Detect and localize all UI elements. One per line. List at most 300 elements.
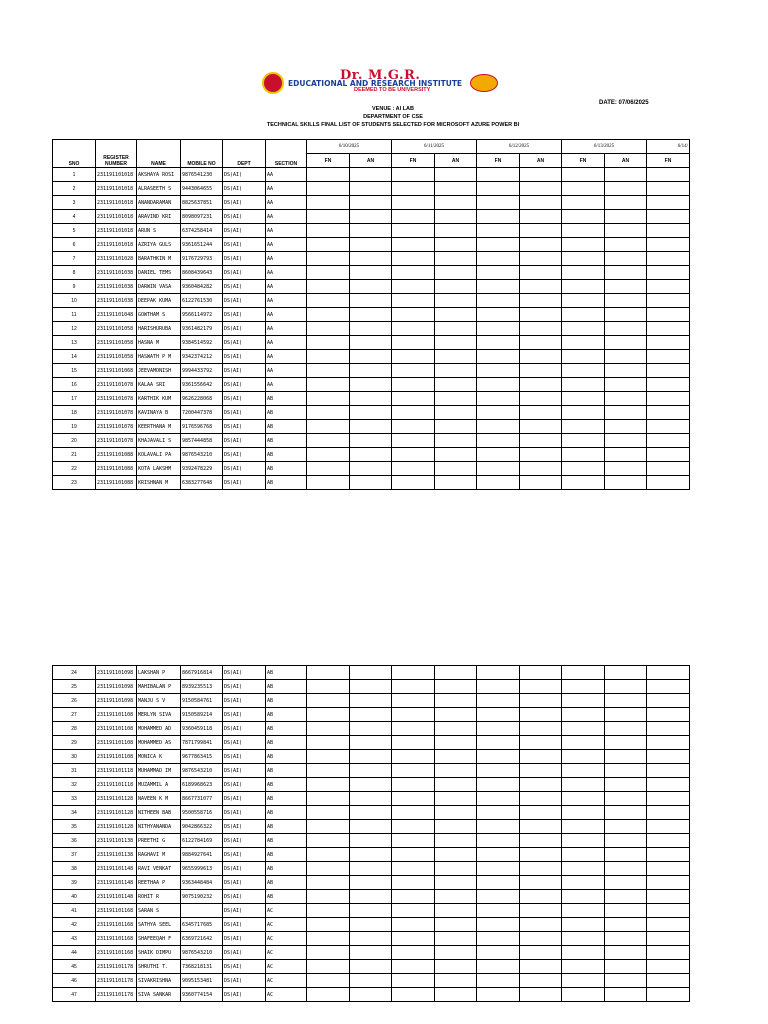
attendance-cell[interactable]	[477, 792, 520, 806]
attendance-cell[interactable]	[435, 946, 477, 960]
attendance-cell[interactable]	[307, 462, 350, 476]
attendance-cell[interactable]	[392, 476, 435, 490]
attendance-cell[interactable]	[520, 238, 562, 252]
attendance-cell[interactable]	[392, 820, 435, 834]
attendance-cell[interactable]	[477, 462, 520, 476]
attendance-cell[interactable]	[350, 904, 392, 918]
attendance-cell[interactable]	[350, 168, 392, 182]
attendance-cell[interactable]	[392, 904, 435, 918]
attendance-cell[interactable]	[477, 680, 520, 694]
attendance-cell[interactable]	[307, 448, 350, 462]
attendance-cell[interactable]	[307, 224, 350, 238]
attendance-cell[interactable]	[562, 820, 605, 834]
attendance-cell[interactable]	[307, 764, 350, 778]
attendance-cell[interactable]	[520, 350, 562, 364]
attendance-cell[interactable]	[562, 806, 605, 820]
attendance-cell[interactable]	[605, 266, 647, 280]
attendance-cell[interactable]	[307, 862, 350, 876]
attendance-cell[interactable]	[520, 918, 562, 932]
attendance-cell[interactable]	[562, 946, 605, 960]
attendance-cell[interactable]	[350, 364, 392, 378]
attendance-cell[interactable]	[605, 890, 647, 904]
attendance-cell[interactable]	[562, 224, 605, 238]
attendance-cell[interactable]	[350, 750, 392, 764]
attendance-cell[interactable]	[435, 252, 477, 266]
attendance-cell[interactable]	[647, 708, 690, 722]
attendance-cell[interactable]	[435, 764, 477, 778]
attendance-cell[interactable]	[435, 932, 477, 946]
attendance-cell[interactable]	[392, 834, 435, 848]
attendance-cell[interactable]	[647, 834, 690, 848]
attendance-cell[interactable]	[350, 834, 392, 848]
attendance-cell[interactable]	[350, 462, 392, 476]
attendance-cell[interactable]	[435, 266, 477, 280]
attendance-cell[interactable]	[435, 820, 477, 834]
attendance-cell[interactable]	[350, 392, 392, 406]
attendance-cell[interactable]	[350, 778, 392, 792]
attendance-cell[interactable]	[562, 988, 605, 1002]
attendance-cell[interactable]	[562, 722, 605, 736]
attendance-cell[interactable]	[520, 224, 562, 238]
attendance-cell[interactable]	[477, 448, 520, 462]
attendance-cell[interactable]	[392, 252, 435, 266]
attendance-cell[interactable]	[562, 792, 605, 806]
attendance-cell[interactable]	[477, 764, 520, 778]
attendance-cell[interactable]	[520, 806, 562, 820]
attendance-cell[interactable]	[435, 392, 477, 406]
attendance-cell[interactable]	[477, 876, 520, 890]
attendance-cell[interactable]	[350, 918, 392, 932]
attendance-cell[interactable]	[647, 336, 690, 350]
attendance-cell[interactable]	[435, 694, 477, 708]
attendance-cell[interactable]	[520, 196, 562, 210]
attendance-cell[interactable]	[647, 168, 690, 182]
attendance-cell[interactable]	[647, 778, 690, 792]
attendance-cell[interactable]	[392, 890, 435, 904]
attendance-cell[interactable]	[307, 932, 350, 946]
attendance-cell[interactable]	[350, 820, 392, 834]
attendance-cell[interactable]	[605, 736, 647, 750]
attendance-cell[interactable]	[350, 350, 392, 364]
attendance-cell[interactable]	[520, 834, 562, 848]
attendance-cell[interactable]	[477, 196, 520, 210]
attendance-cell[interactable]	[562, 890, 605, 904]
attendance-cell[interactable]	[392, 280, 435, 294]
attendance-cell[interactable]	[307, 322, 350, 336]
attendance-cell[interactable]	[520, 988, 562, 1002]
attendance-cell[interactable]	[392, 736, 435, 750]
attendance-cell[interactable]	[477, 722, 520, 736]
attendance-cell[interactable]	[350, 224, 392, 238]
attendance-cell[interactable]	[435, 680, 477, 694]
attendance-cell[interactable]	[562, 694, 605, 708]
attendance-cell[interactable]	[350, 280, 392, 294]
attendance-cell[interactable]	[392, 694, 435, 708]
attendance-cell[interactable]	[307, 666, 350, 680]
attendance-cell[interactable]	[562, 406, 605, 420]
attendance-cell[interactable]	[435, 238, 477, 252]
attendance-cell[interactable]	[392, 848, 435, 862]
attendance-cell[interactable]	[435, 848, 477, 862]
attendance-cell[interactable]	[562, 280, 605, 294]
attendance-cell[interactable]	[350, 322, 392, 336]
attendance-cell[interactable]	[562, 462, 605, 476]
attendance-cell[interactable]	[647, 876, 690, 890]
attendance-cell[interactable]	[520, 750, 562, 764]
attendance-cell[interactable]	[350, 960, 392, 974]
attendance-cell[interactable]	[562, 834, 605, 848]
attendance-cell[interactable]	[477, 350, 520, 364]
attendance-cell[interactable]	[307, 876, 350, 890]
attendance-cell[interactable]	[520, 406, 562, 420]
attendance-cell[interactable]	[647, 904, 690, 918]
attendance-cell[interactable]	[435, 448, 477, 462]
attendance-cell[interactable]	[307, 168, 350, 182]
attendance-cell[interactable]	[520, 890, 562, 904]
attendance-cell[interactable]	[520, 680, 562, 694]
attendance-cell[interactable]	[647, 476, 690, 490]
attendance-cell[interactable]	[647, 974, 690, 988]
attendance-cell[interactable]	[392, 792, 435, 806]
attendance-cell[interactable]	[350, 694, 392, 708]
attendance-cell[interactable]	[392, 722, 435, 736]
attendance-cell[interactable]	[647, 448, 690, 462]
attendance-cell[interactable]	[435, 364, 477, 378]
attendance-cell[interactable]	[435, 336, 477, 350]
attendance-cell[interactable]	[605, 778, 647, 792]
attendance-cell[interactable]	[477, 308, 520, 322]
attendance-cell[interactable]	[307, 708, 350, 722]
attendance-cell[interactable]	[562, 918, 605, 932]
attendance-cell[interactable]	[647, 820, 690, 834]
attendance-cell[interactable]	[350, 252, 392, 266]
attendance-cell[interactable]	[307, 392, 350, 406]
attendance-cell[interactable]	[350, 708, 392, 722]
attendance-cell[interactable]	[605, 378, 647, 392]
attendance-cell[interactable]	[435, 476, 477, 490]
attendance-cell[interactable]	[605, 196, 647, 210]
attendance-cell[interactable]	[392, 350, 435, 364]
attendance-cell[interactable]	[562, 364, 605, 378]
attendance-cell[interactable]	[647, 434, 690, 448]
attendance-cell[interactable]	[605, 876, 647, 890]
attendance-cell[interactable]	[562, 378, 605, 392]
attendance-cell[interactable]	[307, 364, 350, 378]
attendance-cell[interactable]	[647, 294, 690, 308]
attendance-cell[interactable]	[392, 378, 435, 392]
attendance-cell[interactable]	[350, 680, 392, 694]
attendance-cell[interactable]	[350, 988, 392, 1002]
attendance-cell[interactable]	[307, 918, 350, 932]
attendance-cell[interactable]	[477, 778, 520, 792]
attendance-cell[interactable]	[562, 764, 605, 778]
attendance-cell[interactable]	[605, 848, 647, 862]
attendance-cell[interactable]	[605, 862, 647, 876]
attendance-cell[interactable]	[307, 266, 350, 280]
attendance-cell[interactable]	[647, 378, 690, 392]
attendance-cell[interactable]	[605, 792, 647, 806]
attendance-cell[interactable]	[647, 960, 690, 974]
attendance-cell[interactable]	[562, 434, 605, 448]
attendance-cell[interactable]	[435, 890, 477, 904]
attendance-cell[interactable]	[647, 322, 690, 336]
attendance-cell[interactable]	[647, 196, 690, 210]
attendance-cell[interactable]	[435, 806, 477, 820]
attendance-cell[interactable]	[477, 862, 520, 876]
attendance-cell[interactable]	[477, 988, 520, 1002]
attendance-cell[interactable]	[392, 680, 435, 694]
attendance-cell[interactable]	[647, 932, 690, 946]
attendance-cell[interactable]	[307, 252, 350, 266]
attendance-cell[interactable]	[605, 764, 647, 778]
attendance-cell[interactable]	[392, 168, 435, 182]
attendance-cell[interactable]	[307, 336, 350, 350]
attendance-cell[interactable]	[605, 294, 647, 308]
attendance-cell[interactable]	[477, 932, 520, 946]
attendance-cell[interactable]	[477, 364, 520, 378]
attendance-cell[interactable]	[562, 778, 605, 792]
attendance-cell[interactable]	[477, 834, 520, 848]
attendance-cell[interactable]	[307, 210, 350, 224]
attendance-cell[interactable]	[647, 988, 690, 1002]
attendance-cell[interactable]	[647, 848, 690, 862]
attendance-cell[interactable]	[392, 988, 435, 1002]
attendance-cell[interactable]	[392, 266, 435, 280]
attendance-cell[interactable]	[520, 708, 562, 722]
attendance-cell[interactable]	[350, 336, 392, 350]
attendance-cell[interactable]	[520, 862, 562, 876]
attendance-cell[interactable]	[307, 420, 350, 434]
attendance-cell[interactable]	[307, 406, 350, 420]
attendance-cell[interactable]	[562, 294, 605, 308]
attendance-cell[interactable]	[350, 890, 392, 904]
attendance-cell[interactable]	[392, 196, 435, 210]
attendance-cell[interactable]	[605, 918, 647, 932]
attendance-cell[interactable]	[392, 364, 435, 378]
attendance-cell[interactable]	[477, 946, 520, 960]
attendance-cell[interactable]	[307, 890, 350, 904]
attendance-cell[interactable]	[392, 918, 435, 932]
attendance-cell[interactable]	[435, 736, 477, 750]
attendance-cell[interactable]	[520, 182, 562, 196]
attendance-cell[interactable]	[605, 308, 647, 322]
attendance-cell[interactable]	[350, 722, 392, 736]
attendance-cell[interactable]	[520, 904, 562, 918]
attendance-cell[interactable]	[477, 918, 520, 932]
attendance-cell[interactable]	[477, 182, 520, 196]
attendance-cell[interactable]	[605, 904, 647, 918]
attendance-cell[interactable]	[392, 336, 435, 350]
attendance-cell[interactable]	[605, 708, 647, 722]
attendance-cell[interactable]	[477, 168, 520, 182]
attendance-cell[interactable]	[435, 196, 477, 210]
attendance-cell[interactable]	[520, 946, 562, 960]
attendance-cell[interactable]	[477, 708, 520, 722]
attendance-cell[interactable]	[562, 708, 605, 722]
attendance-cell[interactable]	[392, 946, 435, 960]
attendance-cell[interactable]	[647, 750, 690, 764]
attendance-cell[interactable]	[392, 764, 435, 778]
attendance-cell[interactable]	[647, 364, 690, 378]
attendance-cell[interactable]	[647, 666, 690, 680]
attendance-cell[interactable]	[605, 224, 647, 238]
attendance-cell[interactable]	[477, 750, 520, 764]
attendance-cell[interactable]	[477, 434, 520, 448]
attendance-cell[interactable]	[605, 988, 647, 1002]
attendance-cell[interactable]	[350, 406, 392, 420]
attendance-cell[interactable]	[392, 434, 435, 448]
attendance-cell[interactable]	[435, 960, 477, 974]
attendance-cell[interactable]	[520, 932, 562, 946]
attendance-cell[interactable]	[605, 448, 647, 462]
attendance-cell[interactable]	[647, 420, 690, 434]
attendance-cell[interactable]	[392, 876, 435, 890]
attendance-cell[interactable]	[605, 322, 647, 336]
attendance-cell[interactable]	[647, 238, 690, 252]
attendance-cell[interactable]	[307, 350, 350, 364]
attendance-cell[interactable]	[392, 238, 435, 252]
attendance-cell[interactable]	[350, 196, 392, 210]
attendance-cell[interactable]	[647, 946, 690, 960]
attendance-cell[interactable]	[562, 736, 605, 750]
attendance-cell[interactable]	[520, 210, 562, 224]
attendance-cell[interactable]	[605, 694, 647, 708]
attendance-cell[interactable]	[307, 196, 350, 210]
attendance-cell[interactable]	[520, 168, 562, 182]
attendance-cell[interactable]	[477, 336, 520, 350]
attendance-cell[interactable]	[562, 848, 605, 862]
attendance-cell[interactable]	[307, 680, 350, 694]
attendance-cell[interactable]	[520, 736, 562, 750]
attendance-cell[interactable]	[647, 266, 690, 280]
attendance-cell[interactable]	[562, 392, 605, 406]
attendance-cell[interactable]	[647, 806, 690, 820]
attendance-cell[interactable]	[647, 764, 690, 778]
attendance-cell[interactable]	[350, 238, 392, 252]
attendance-cell[interactable]	[477, 806, 520, 820]
attendance-cell[interactable]	[647, 722, 690, 736]
attendance-cell[interactable]	[392, 392, 435, 406]
attendance-cell[interactable]	[605, 932, 647, 946]
attendance-cell[interactable]	[605, 680, 647, 694]
attendance-cell[interactable]	[605, 210, 647, 224]
attendance-cell[interactable]	[435, 434, 477, 448]
attendance-cell[interactable]	[350, 876, 392, 890]
attendance-cell[interactable]	[435, 876, 477, 890]
attendance-cell[interactable]	[307, 974, 350, 988]
attendance-cell[interactable]	[562, 196, 605, 210]
attendance-cell[interactable]	[520, 666, 562, 680]
attendance-cell[interactable]	[392, 224, 435, 238]
attendance-cell[interactable]	[435, 974, 477, 988]
attendance-cell[interactable]	[435, 708, 477, 722]
attendance-cell[interactable]	[392, 666, 435, 680]
attendance-cell[interactable]	[307, 694, 350, 708]
attendance-cell[interactable]	[435, 778, 477, 792]
attendance-cell[interactable]	[435, 322, 477, 336]
attendance-cell[interactable]	[520, 792, 562, 806]
attendance-cell[interactable]	[307, 806, 350, 820]
attendance-cell[interactable]	[350, 308, 392, 322]
attendance-cell[interactable]	[307, 182, 350, 196]
attendance-cell[interactable]	[435, 280, 477, 294]
attendance-cell[interactable]	[350, 736, 392, 750]
attendance-cell[interactable]	[520, 820, 562, 834]
attendance-cell[interactable]	[392, 750, 435, 764]
attendance-cell[interactable]	[435, 918, 477, 932]
attendance-cell[interactable]	[520, 252, 562, 266]
attendance-cell[interactable]	[477, 420, 520, 434]
attendance-cell[interactable]	[647, 406, 690, 420]
attendance-cell[interactable]	[435, 420, 477, 434]
attendance-cell[interactable]	[392, 210, 435, 224]
attendance-cell[interactable]	[647, 252, 690, 266]
attendance-cell[interactable]	[435, 224, 477, 238]
attendance-cell[interactable]	[605, 168, 647, 182]
attendance-cell[interactable]	[647, 918, 690, 932]
attendance-cell[interactable]	[392, 960, 435, 974]
attendance-cell[interactable]	[520, 420, 562, 434]
attendance-cell[interactable]	[350, 764, 392, 778]
attendance-cell[interactable]	[435, 792, 477, 806]
attendance-cell[interactable]	[477, 694, 520, 708]
attendance-cell[interactable]	[605, 406, 647, 420]
attendance-cell[interactable]	[477, 266, 520, 280]
attendance-cell[interactable]	[647, 392, 690, 406]
attendance-cell[interactable]	[435, 378, 477, 392]
attendance-cell[interactable]	[520, 336, 562, 350]
attendance-cell[interactable]	[477, 210, 520, 224]
attendance-cell[interactable]	[350, 848, 392, 862]
attendance-cell[interactable]	[647, 736, 690, 750]
attendance-cell[interactable]	[392, 932, 435, 946]
attendance-cell[interactable]	[307, 736, 350, 750]
attendance-cell[interactable]	[392, 308, 435, 322]
attendance-cell[interactable]	[647, 280, 690, 294]
attendance-cell[interactable]	[562, 960, 605, 974]
attendance-cell[interactable]	[350, 434, 392, 448]
attendance-cell[interactable]	[605, 252, 647, 266]
attendance-cell[interactable]	[435, 168, 477, 182]
attendance-cell[interactable]	[477, 280, 520, 294]
attendance-cell[interactable]	[307, 960, 350, 974]
attendance-cell[interactable]	[520, 378, 562, 392]
attendance-cell[interactable]	[435, 904, 477, 918]
attendance-cell[interactable]	[647, 308, 690, 322]
attendance-cell[interactable]	[477, 736, 520, 750]
attendance-cell[interactable]	[350, 862, 392, 876]
attendance-cell[interactable]	[350, 182, 392, 196]
attendance-cell[interactable]	[477, 406, 520, 420]
attendance-cell[interactable]	[520, 974, 562, 988]
attendance-cell[interactable]	[520, 294, 562, 308]
attendance-cell[interactable]	[520, 876, 562, 890]
attendance-cell[interactable]	[647, 210, 690, 224]
attendance-cell[interactable]	[520, 364, 562, 378]
attendance-cell[interactable]	[605, 722, 647, 736]
attendance-cell[interactable]	[477, 476, 520, 490]
attendance-cell[interactable]	[562, 932, 605, 946]
attendance-cell[interactable]	[647, 792, 690, 806]
attendance-cell[interactable]	[605, 238, 647, 252]
attendance-cell[interactable]	[477, 252, 520, 266]
attendance-cell[interactable]	[435, 210, 477, 224]
attendance-cell[interactable]	[647, 680, 690, 694]
attendance-cell[interactable]	[520, 764, 562, 778]
attendance-cell[interactable]	[307, 308, 350, 322]
attendance-cell[interactable]	[392, 708, 435, 722]
attendance-cell[interactable]	[350, 266, 392, 280]
